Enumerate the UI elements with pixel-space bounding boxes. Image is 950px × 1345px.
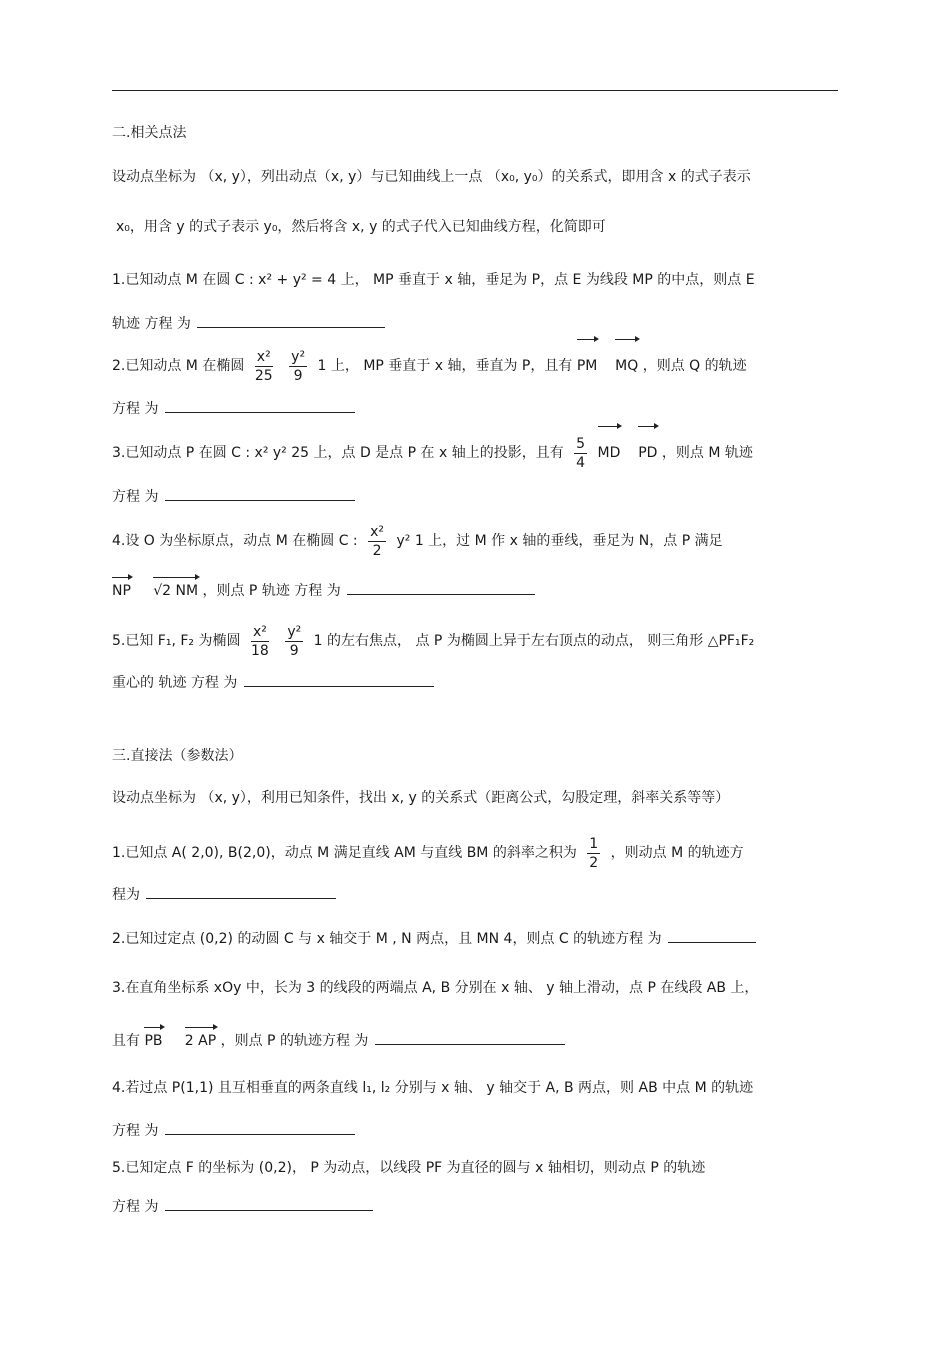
fraction-denominator: 25 <box>254 367 273 384</box>
vector-np: NP <box>112 583 131 599</box>
answer-blank[interactable] <box>347 580 535 595</box>
answer-blank[interactable] <box>197 313 385 328</box>
problem-3-1-text-a: 1.已知点 A( 2,0), B(2,0)，动点 M 满足直线 AM 与直线 BM 的斜率之积为 <box>112 845 577 861</box>
fraction-numerator: y² <box>287 623 302 640</box>
problem-3-1-line2 <box>112 884 336 905</box>
fraction-numerator: 1 <box>589 835 599 852</box>
answer-blank[interactable] <box>146 884 336 899</box>
vector-md: MD <box>598 430 621 476</box>
fraction-denominator: 4 <box>576 454 586 471</box>
problem-2-5-answer-label: 重心的 轨迹 方程 为 <box>112 675 238 691</box>
answer-blank[interactable] <box>165 1196 373 1211</box>
problem-2-2-text-a: 2.已知动点 M 在椭圆 <box>112 358 245 374</box>
problem-3-2 <box>112 928 756 949</box>
problem-2-4-line2 <box>112 580 535 601</box>
fraction-denominator: 9 <box>289 642 299 659</box>
problem-2-4-line1 <box>112 518 723 564</box>
problem-3-1-answer-label: 程为 <box>112 887 140 903</box>
problem-3-3-text-c: ，则点 P 的轨迹方程 为 <box>220 1033 369 1049</box>
fraction-denominator: 18 <box>250 642 269 659</box>
answer-blank[interactable] <box>165 398 355 413</box>
problem-3-2-text: 2.已知过定点 (0,2) 的动圆 C 与 x 轴交于 M , N 两点，且 MN 4，则点 C 的轨迹方程 为 <box>112 931 662 947</box>
vector-sqrt2-nm: √2 NM <box>153 583 199 599</box>
fraction-denominator: 2 <box>372 542 382 559</box>
header-rule <box>112 90 838 91</box>
fraction <box>251 623 269 660</box>
problem-2-1-line1: 1.已知动点 M 在圆 C : x² + y² = 4 上， MP 垂直于 x 轴，垂足为 P，点 E 为线段 MP 的中点，则点 E <box>112 272 755 288</box>
section-3-desc: 设动点坐标为 （x, y），利用已知条件，找出 x, y 的关系式（距离公式，勾股定理，斜率关系等等） <box>112 790 730 806</box>
problem-2-2-line1 <box>112 343 747 389</box>
problem-3-5-line2 <box>112 1196 373 1217</box>
vector-2ap: 2 AP <box>184 1033 217 1049</box>
problem-2-2-line2 <box>112 398 355 419</box>
problem-2-5-line1 <box>112 618 754 664</box>
problem-2-3-answer-label: 方程 为 <box>112 489 159 505</box>
section-2-desc-line2: x₀，用含 y 的式子表示 y₀，然后将含 x, y 的式子代入已知曲线方程，化简即可 <box>116 219 606 235</box>
answer-blank[interactable] <box>375 1030 565 1045</box>
fraction-numerator: x² <box>370 523 385 540</box>
problem-2-1-line2 <box>112 313 385 334</box>
problem-2-4-text-a: 4.设 O 为坐标原点，动点 M 在椭圆 C : <box>112 533 358 549</box>
problem-3-1-text-b: ，则动点 M 的轨迹方 <box>610 845 744 861</box>
vector-pm: PM <box>577 343 598 389</box>
problem-3-1-line1 <box>112 830 744 876</box>
fraction <box>289 348 307 385</box>
problem-3-3-text-b: 且有 <box>112 1033 140 1049</box>
fraction <box>285 623 303 660</box>
problem-3-4-line1: 4.若过点 P(1,1) 且互相垂直的两条直线 l₁, l₂ 分别与 x 轴、 y 轴交于 A, B 两点，则 AB 中点 M 的轨迹 <box>112 1080 754 1096</box>
problem-3-5-line1: 5.已知定点 F 的坐标为 (0,2)， P 为动点，以线段 PF 为直径的圆与 x 轴相切，则动点 P 的轨迹 <box>112 1160 706 1176</box>
problem-2-2-text-b: 1 上， MP 垂直于 x 轴，垂直为 P，且有 <box>317 358 573 374</box>
problem-3-3-line2 <box>112 1030 565 1051</box>
answer-blank[interactable] <box>244 672 434 687</box>
vector-pd: PD <box>638 430 657 476</box>
vector-mq: MQ <box>615 343 638 389</box>
fraction <box>368 523 386 560</box>
problem-3-4-line2 <box>112 1120 355 1141</box>
problem-3-4-answer-label: 方程 为 <box>112 1123 159 1139</box>
fraction-denominator: 2 <box>589 854 599 871</box>
fraction-numerator: 5 <box>576 435 586 452</box>
fraction-numerator: y² <box>291 348 306 365</box>
section-2-desc-line1: 设动点坐标为 （x, y），列出动点（x, y）与已知曲线上一点 （x₀, y₀）的关系式，即用含 x 的式子表示 <box>112 169 751 185</box>
answer-blank[interactable] <box>165 486 355 501</box>
section-2-title: 二.相关点法 <box>112 125 187 141</box>
problem-2-5-text-b: 1 的左右焦点， 点 P 为椭圆上异于左右顶点的动点， 则三角形 △PF₁F₂ <box>313 633 755 649</box>
problem-2-2-answer-label: 方程 为 <box>112 401 159 417</box>
fraction <box>574 435 587 472</box>
fraction <box>255 348 273 385</box>
fraction-numerator: x² <box>256 348 271 365</box>
problem-2-4-text-b: y² 1 上，过 M 作 x 轴的垂线，垂足为 N，点 P 满足 <box>396 533 723 549</box>
section-3-title: 三.直接法（参数法） <box>112 748 243 764</box>
fraction <box>587 835 600 872</box>
vector-pb: PB <box>144 1033 163 1049</box>
problem-2-5-text-a: 5.已知 F₁, F₂ 为椭圆 <box>112 633 241 649</box>
answer-blank[interactable] <box>668 928 756 943</box>
problem-3-3-line1: 3.在直角坐标系 xOy 中，长为 3 的线段的两端点 A, B 分别在 x 轴、 y 轴上滑动，点 P 在线段 AB 上， <box>112 980 759 996</box>
answer-blank[interactable] <box>165 1120 355 1135</box>
problem-2-3-line1 <box>112 430 753 476</box>
problem-3-5-answer-label: 方程 为 <box>112 1199 159 1215</box>
problem-2-3-text-a: 3.已知动点 P 在圆 C : x² y² 25 上，点 D 是点 P 在 x 轴上的投影，且有 <box>112 445 564 461</box>
problem-2-4-text-c: ，则点 P 轨迹 方程 为 <box>202 583 341 599</box>
fraction-numerator: x² <box>252 623 267 640</box>
problem-2-2-text-c: ，则点 Q 的轨迹 <box>642 358 747 374</box>
problem-2-1-answer-label: 轨迹 方程 为 <box>112 316 191 332</box>
fraction-denominator: 9 <box>293 367 303 384</box>
problem-2-5-line2 <box>112 672 434 693</box>
problem-2-3-text-b: ，则点 M 轨迹 <box>661 445 753 461</box>
problem-2-3-line2 <box>112 486 355 507</box>
